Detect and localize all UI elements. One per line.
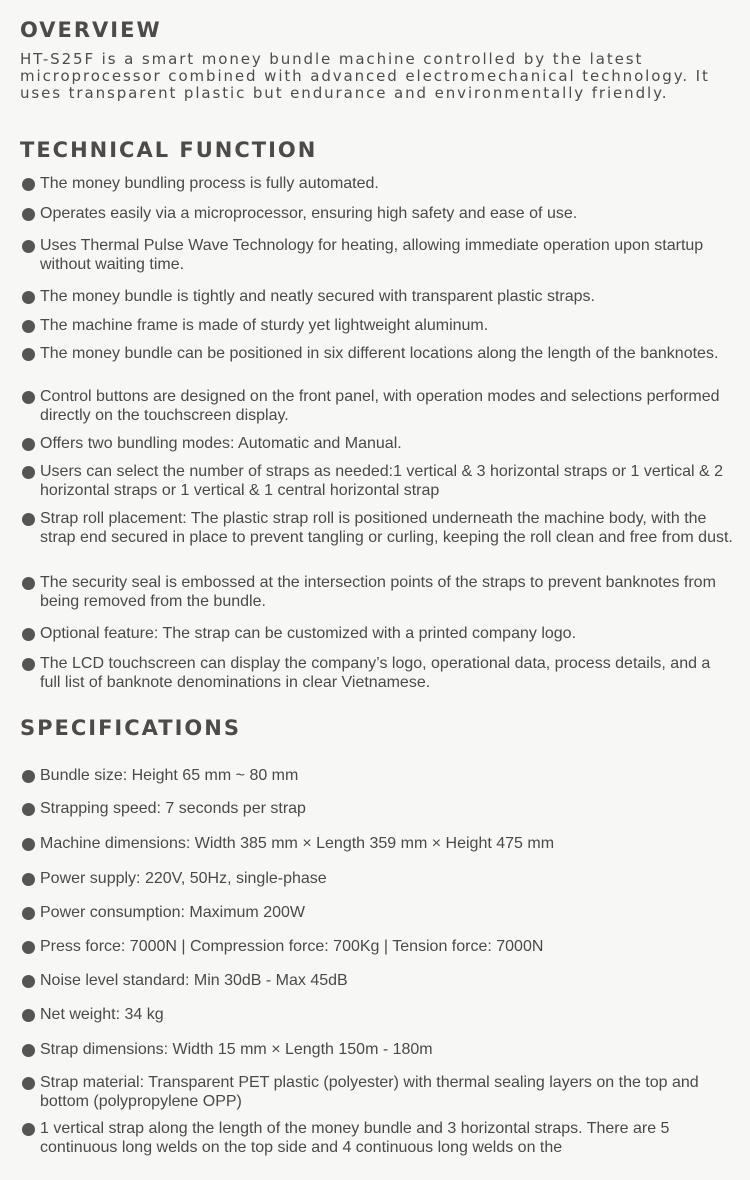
tech-item-text: The money bundle is tightly and neatly secured with transparent plastic straps.	[40, 288, 595, 305]
spec-item-text: Power consumption: Maximum 200W	[40, 904, 305, 921]
tech-item	[20, 175, 735, 194]
bullet-icon	[22, 838, 35, 851]
bullet-icon	[22, 975, 35, 988]
tech-item	[20, 288, 735, 307]
bullet-icon	[22, 466, 35, 479]
spec-item-text: Press force: 7000N | Compression force: 700Kg | Tension force: 7000N	[40, 938, 544, 955]
spec-item-text: Machine dimensions: Width 385 mm × Length 359 mm × Height 475 mm	[40, 835, 555, 852]
bullet-icon	[22, 513, 35, 526]
bullet-icon	[22, 628, 35, 641]
tech-item	[20, 317, 735, 336]
bullet-icon	[22, 320, 35, 333]
tech-item	[20, 388, 735, 425]
bullet-icon	[22, 178, 35, 191]
spec-item	[20, 800, 735, 819]
spec-item-text: Strap material: Transparent PET plastic (polyester) with thermal sealing layers on the top and bottom (polypropylene OPP)	[40, 1074, 699, 1110]
tech-item	[20, 205, 735, 224]
bullet-icon	[22, 658, 35, 671]
bullet-icon	[22, 1009, 35, 1022]
tech-item-text: Control buttons are designed on the front panel, with operation modes and selections performed directly on the touchscreen display.	[40, 388, 720, 424]
spec-item	[20, 1041, 735, 1060]
tech-item	[20, 510, 735, 547]
spec-item	[20, 1074, 735, 1111]
bullet-icon	[22, 770, 35, 783]
spec-item-text: Strap dimensions: Width 15 mm × Length 150m - 180m	[40, 1041, 433, 1058]
tech-item-text: Strap roll placement: The plastic strap roll is positioned underneath the machine body, with the strap end secured in place to prevent tangling or curling, keeping the roll clean and free from dust.	[40, 510, 733, 546]
spec-item	[20, 972, 735, 991]
bullet-icon	[22, 941, 35, 954]
bullet-icon	[22, 240, 35, 253]
bullet-icon	[22, 291, 35, 304]
tech-item-text: The machine frame is made of sturdy yet lightweight aluminum.	[40, 317, 489, 334]
bullet-icon	[22, 348, 35, 361]
specifications-heading: SPECIFICATIONS	[20, 716, 241, 740]
bullet-icon	[22, 208, 35, 221]
spec-item-text: Power supply: 220V, 50Hz, single-phase	[40, 870, 327, 887]
tech-item	[20, 237, 735, 274]
spec-item	[20, 767, 735, 786]
tech-item	[20, 435, 735, 454]
bullet-icon	[22, 1077, 35, 1090]
spec-item	[20, 1120, 735, 1157]
spec-item	[20, 870, 735, 889]
bullet-icon	[22, 438, 35, 451]
tech-item-text: Uses Thermal Pulse Wave Technology for heating, allowing immediate operation upon startup without waiting time.	[40, 237, 704, 273]
tech-item-text: The money bundle can be positioned in six different locations along the length of the banknotes.	[40, 345, 719, 362]
bullet-icon	[22, 1044, 35, 1057]
tech-item-text: Offers two bundling modes: Automatic and Manual.	[40, 435, 402, 452]
tech-item-text: Optional feature: The strap can be customized with a printed company logo.	[40, 625, 577, 642]
tech-item	[20, 463, 735, 500]
tech-item-text: Users can select the number of straps as needed:1 vertical & 3 horizontal straps or 1 vertical & 2 horizontal straps or 1 vertical & 1 central horizontal strap	[40, 463, 723, 499]
overview-paragraph: HT-S25F is a smart money bundle machine controlled by the latest microprocessor combined with advanced electromechanical technology. It uses transparent plastic but endurance and environmentally friendly.	[20, 50, 710, 102]
spec-item	[20, 904, 735, 923]
tech-item-text: Operates easily via a microprocessor, ensuring high safety and ease of use.	[40, 205, 578, 222]
tech-item-text: The security seal is embossed at the intersection points of the straps to prevent banknotes from being removed from the bundle.	[40, 574, 716, 610]
tech-item-text: The money bundling process is fully automated.	[40, 175, 379, 192]
bullet-icon	[22, 873, 35, 886]
spec-item	[20, 835, 735, 854]
tech-item	[20, 574, 735, 611]
spec-item-text: Bundle size: Height 65 mm ~ 80 mm	[40, 767, 299, 784]
spec-item-text: Strapping speed: 7 seconds per strap	[40, 800, 306, 817]
tech-item	[20, 345, 735, 364]
technical-function-heading: TECHNICAL FUNCTION	[20, 138, 318, 162]
tech-item-text: The LCD touchscreen can display the company’s logo, operational data, process details, and a full list of banknote denominations in clear Vietnamese.	[40, 655, 711, 691]
bullet-icon	[22, 1123, 35, 1136]
spec-item	[20, 1006, 735, 1025]
bullet-icon	[22, 577, 35, 590]
spec-item	[20, 938, 735, 957]
tech-item	[20, 625, 735, 644]
tech-item	[20, 655, 735, 692]
bullet-icon	[22, 907, 35, 920]
spec-item-text: Net weight: 34 kg	[40, 1006, 164, 1023]
bullet-icon	[22, 803, 35, 816]
spec-item-text: Noise level standard: Min 30dB - Max 45dB	[40, 972, 348, 989]
spec-item-text: 1 vertical strap along the length of the money bundle and 3 horizontal straps. There are 5 continuous long welds on the top side and 4 continuous long welds on the	[40, 1120, 670, 1156]
bullet-icon	[22, 391, 35, 404]
overview-heading: OVERVIEW	[20, 18, 162, 42]
